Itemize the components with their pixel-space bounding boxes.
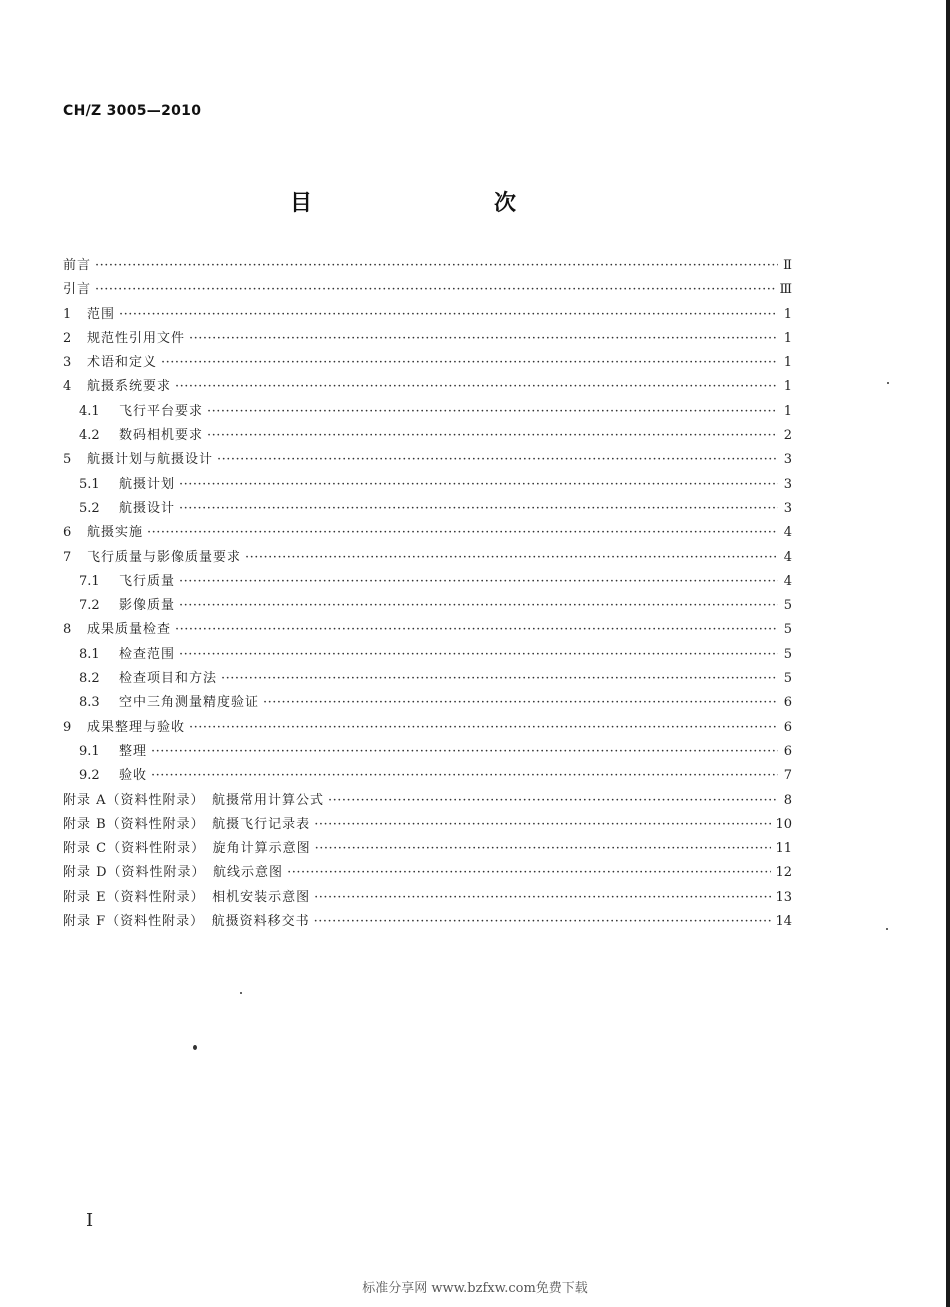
- toc-entry-number: 8.1: [79, 646, 100, 662]
- toc-entry[interactable]: [63, 813, 792, 837]
- toc-entry-page: 3: [783, 476, 792, 492]
- toc-entry-title: 航摄实施: [87, 525, 144, 541]
- toc-entry[interactable]: [63, 716, 792, 740]
- toc-entry-title: 检查范围: [119, 646, 176, 662]
- toc-dot-leader: [315, 841, 772, 856]
- toc-dot-leader: [189, 720, 778, 735]
- toc-dot-leader: [95, 282, 775, 297]
- watermark: 标准分享网 www.bzfxw.com免费下载: [362, 1281, 588, 1296]
- toc-entry[interactable]: [63, 303, 792, 327]
- toc-entry-title: 航摄设计: [119, 500, 176, 516]
- standard-code: CH/Z 3005—2010: [63, 103, 202, 119]
- toc-entry-title: 附录 D（资料性附录） 航线示意图: [63, 865, 284, 881]
- toc-entry-page: 12: [775, 865, 792, 881]
- toc-entry-number: 8: [63, 622, 72, 638]
- toc-entry[interactable]: [63, 910, 792, 934]
- scan-speck: [887, 382, 889, 384]
- toc-entry[interactable]: [63, 570, 792, 594]
- toc-entry[interactable]: [63, 643, 792, 667]
- toc-entry-page: 4: [783, 573, 792, 589]
- toc-dot-leader: [217, 452, 778, 467]
- toc-entry-number: 8.3: [79, 695, 100, 711]
- toc-entry[interactable]: [63, 351, 792, 375]
- toc-dot-leader: [179, 574, 778, 589]
- toc-dot-leader: [151, 744, 778, 759]
- toc-dot-leader: [314, 817, 771, 832]
- toc-entry-page: 10: [775, 816, 792, 832]
- toc-entry-title: 整理: [119, 743, 148, 759]
- toc-entry-page: 2: [783, 428, 792, 444]
- toc-entry-number: 9: [63, 719, 72, 735]
- toc-entry-title: 附录 A（资料性附录） 航摄常用计算公式: [63, 792, 325, 808]
- toc-entry-page: 5: [783, 598, 792, 614]
- toc-entry-title: 航摄系统要求: [87, 379, 172, 395]
- toc-entry-title: 附录 C（资料性附录） 旋角计算示意图: [63, 841, 311, 857]
- toc-entry[interactable]: [63, 424, 792, 448]
- toc-entry-title: 成果质量检查: [87, 622, 172, 638]
- toc-entry-number: 4: [63, 379, 72, 395]
- toc-entry-page: 11: [775, 841, 792, 857]
- toc-entry-number: 1: [63, 306, 72, 322]
- toc-dot-leader: [179, 598, 778, 613]
- toc-entry-title: 范围: [87, 306, 116, 322]
- page-title: 目 次: [289, 191, 562, 216]
- toc-entry-title: 前言: [63, 258, 92, 273]
- toc-dot-leader: [179, 477, 778, 492]
- toc-dot-leader: [314, 890, 771, 905]
- toc-entry-title: 成果整理与验收: [87, 719, 186, 735]
- toc-entry-number: 3: [63, 355, 72, 371]
- toc-entry-title: 飞行质量: [119, 573, 176, 589]
- toc-entry[interactable]: [63, 546, 792, 570]
- toc-entry-title: 影像质量: [119, 598, 176, 614]
- toc-entry-page: 1: [783, 379, 792, 395]
- toc-entry-page: 5: [783, 671, 792, 687]
- toc-entry-page: 6: [783, 695, 792, 711]
- toc-entry-number: 4.2: [79, 428, 100, 444]
- toc-entry-number: 8.2: [79, 671, 100, 687]
- toc-entry-page: 13: [775, 889, 792, 905]
- toc-entry-title: 航摄计划与航摄设计: [87, 452, 214, 468]
- toc-entry-title: 飞行质量与影像质量要求: [87, 549, 242, 565]
- toc-entry-page: 4: [783, 549, 792, 565]
- toc-entry-page: Ⅱ: [783, 258, 792, 273]
- toc-entry[interactable]: [63, 594, 792, 618]
- toc-dot-leader: [179, 647, 778, 662]
- toc-entry[interactable]: [63, 375, 792, 399]
- page-number: I: [86, 1210, 94, 1231]
- scan-speck: [193, 1045, 197, 1050]
- toc-entry-page: 5: [783, 646, 792, 662]
- toc-entry-page: 8: [783, 792, 792, 808]
- toc-entry-title: 附录 E（资料性附录） 相机安装示意图: [63, 889, 311, 905]
- toc-entry-page: 14: [775, 914, 792, 930]
- toc-entry-title: 附录 F（资料性附录） 航摄资料移交书: [63, 914, 310, 930]
- scan-edge: [946, 0, 950, 1307]
- toc-entry-number: 5.2: [79, 500, 100, 516]
- toc-entry-title: 空中三角测量精度验证: [119, 695, 260, 711]
- toc-entry[interactable]: [63, 861, 792, 885]
- toc-entry-title: 附录 B（资料性附录） 航摄飞行记录表: [63, 816, 311, 832]
- toc-entry-title: 检查项目和方法: [119, 671, 218, 687]
- toc-entry-number: 7.1: [79, 573, 100, 589]
- toc-entry[interactable]: [63, 740, 792, 764]
- toc-entry-page: Ⅲ: [779, 282, 792, 298]
- toc-entry[interactable]: [63, 521, 792, 545]
- toc-entry-page: 6: [783, 743, 792, 759]
- table-of-contents: [63, 254, 792, 934]
- scan-speck: [240, 992, 242, 994]
- toc-entry-number: 9.1: [79, 743, 100, 759]
- toc-dot-leader: [189, 331, 778, 346]
- toc-dot-leader: [175, 379, 778, 394]
- toc-dot-leader: [221, 671, 778, 686]
- toc-entry[interactable]: [63, 886, 792, 910]
- toc-entry[interactable]: [63, 448, 792, 472]
- toc-dot-leader: [147, 525, 778, 540]
- toc-dot-leader: [207, 404, 778, 419]
- toc-entry-title: 引言: [63, 282, 92, 298]
- toc-entry[interactable]: [63, 764, 792, 788]
- toc-dot-leader: [263, 695, 778, 710]
- toc-entry[interactable]: [63, 691, 792, 715]
- toc-dot-leader: [314, 914, 772, 929]
- toc-entry[interactable]: [63, 618, 792, 642]
- toc-dot-leader: [207, 428, 778, 443]
- toc-entry-title: 术语和定义: [87, 355, 158, 371]
- toc-entry-number: 7: [63, 549, 72, 565]
- toc-entry-page: 4: [783, 525, 792, 541]
- toc-entry-page: 1: [783, 306, 792, 322]
- toc-entry-number: 2: [63, 330, 72, 346]
- toc-dot-leader: [95, 258, 778, 273]
- toc-entry-page: 5: [783, 622, 792, 638]
- toc-entry-page: 7: [783, 768, 792, 784]
- toc-entry-page: 1: [783, 355, 792, 371]
- toc-entry-page: 3: [783, 500, 792, 516]
- toc-entry-title: 飞行平台要求: [119, 403, 204, 419]
- toc-entry[interactable]: [63, 497, 792, 521]
- scan-speck: [886, 928, 888, 930]
- toc-entry-number: 5.1: [79, 476, 100, 492]
- toc-entry-title: 航摄计划: [119, 476, 176, 492]
- toc-dot-leader: [119, 307, 778, 322]
- toc-entry-page: 6: [783, 719, 792, 735]
- toc-entry[interactable]: [63, 789, 792, 813]
- toc-entry[interactable]: [63, 667, 792, 691]
- toc-dot-leader: [245, 550, 778, 565]
- toc-entry-title: 规范性引用文件: [87, 330, 186, 346]
- toc-entry[interactable]: [63, 837, 792, 861]
- toc-entry[interactable]: [63, 473, 792, 497]
- toc-dot-leader: [328, 793, 778, 808]
- toc-dot-leader: [151, 768, 778, 783]
- toc-dot-leader: [175, 622, 778, 637]
- toc-entry[interactable]: [63, 400, 792, 424]
- toc-entry-number: 5: [63, 452, 72, 468]
- toc-entry-page: 3: [783, 452, 792, 468]
- toc-entry-title: 数码相机要求: [119, 428, 204, 444]
- toc-entry[interactable]: [63, 254, 792, 278]
- toc-entry-title: 验收: [119, 768, 148, 784]
- toc-dot-leader: [161, 355, 778, 370]
- toc-dot-leader: [287, 865, 771, 880]
- toc-entry-page: 1: [783, 403, 792, 419]
- toc-entry-number: 9.2: [79, 768, 100, 784]
- toc-entry-number: 7.2: [79, 598, 100, 614]
- toc-entry-page: 1: [783, 330, 792, 346]
- toc-dot-leader: [179, 501, 778, 516]
- toc-entry[interactable]: [63, 327, 792, 351]
- toc-entry[interactable]: [63, 278, 792, 302]
- toc-entry-number: 6: [63, 525, 72, 541]
- toc-entry-number: 4.1: [79, 403, 100, 419]
